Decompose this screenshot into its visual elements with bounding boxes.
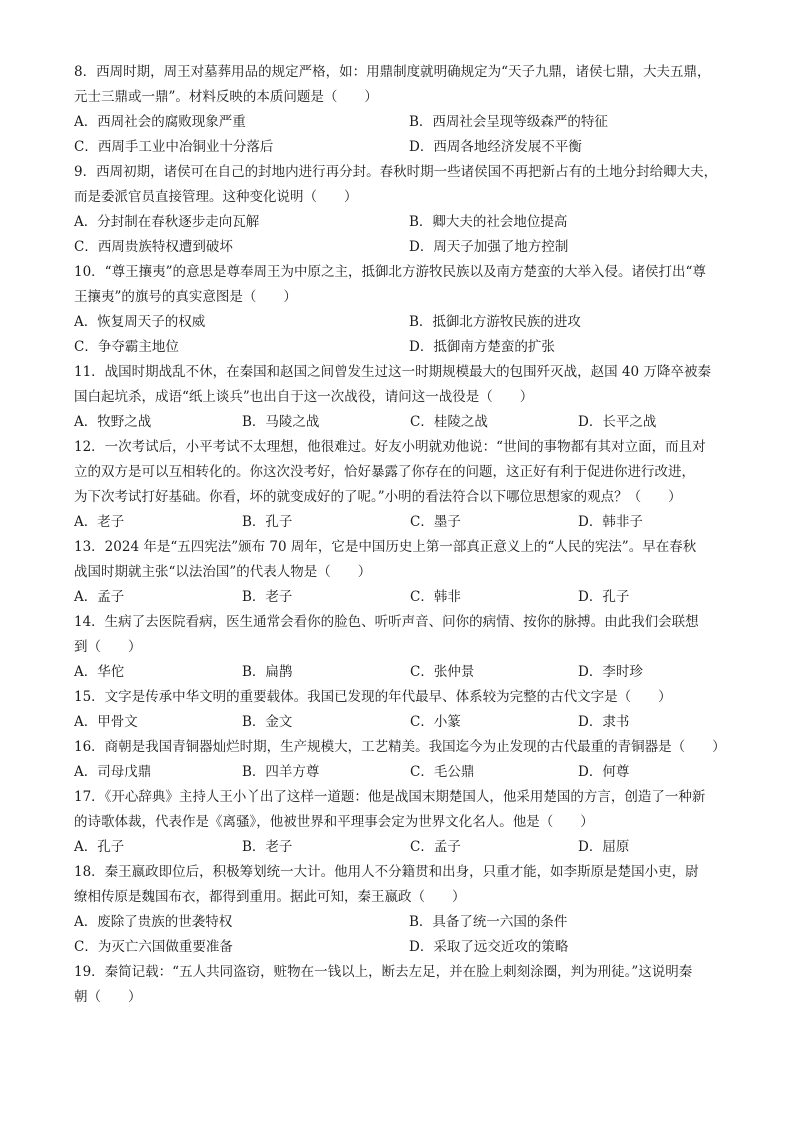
question-block <box>74 435 728 535</box>
question-block <box>74 360 728 435</box>
answer-option[interactable]: D．抵御南方楚蛮的扩张 <box>409 339 555 355</box>
question-block <box>74 535 728 610</box>
question-text-line: 立的双方是可以互相转化的。你这次没考好，恰好暴露了你存在的问题，这正好有利于促进你进行改进， <box>74 464 695 480</box>
question-block <box>74 860 728 960</box>
answer-option[interactable]: A．西周社会的腐败现象严重 <box>74 114 246 130</box>
question-block <box>74 260 728 360</box>
answer-option[interactable]: D．李时珍 <box>578 664 643 680</box>
answer-options <box>74 835 728 860</box>
answer-option[interactable]: B．老子 <box>242 839 293 855</box>
question-text-line: 11．战国时期战乱不休，在秦国和赵国之间曾发生过这一时期规模最大的包围歼灭战，赵国 40 万降卒被秦 <box>74 364 711 380</box>
answer-option[interactable]: B．具备了统一六国的条件 <box>409 914 568 930</box>
answer-options <box>74 210 728 260</box>
question-text-line: 而是委派官员直接管理。这种变化说明（ ） <box>74 189 358 205</box>
question-text-line: 15．文字是传承中华文明的重要载体。我国已发现的年代最早、体系较为完整的古代文字是（ ） <box>74 689 672 705</box>
question-text-line: 18．秦王嬴政即位后，积极筹划统一大计。他用人不分籍贯和出身，只重才能，如李斯原是楚国小吏，尉 <box>74 864 699 880</box>
answer-option[interactable]: A．孟子 <box>74 589 125 605</box>
question-text-line: 10．“尊王攘夷”的意思是尊奉周王为中原之主，抵御北方游牧民族以及南方楚蛮的大举入侵。诸侯打出“尊 <box>74 264 706 280</box>
question-block <box>74 960 728 1010</box>
answer-option[interactable]: B．卿大夫的社会地位提高 <box>409 214 568 230</box>
answer-options <box>74 660 728 685</box>
question-text-line: 到（ ） <box>74 639 142 655</box>
question-text-line: 19．秦简记载：“五人共同盗窃，赃物在一钱以上，断去左足，并在脸上刺刻涂圈，判为刑徒。”这说明秦 <box>74 964 693 980</box>
answer-option[interactable]: A．华佗 <box>74 664 125 680</box>
answer-option[interactable]: D．韩非子 <box>578 514 643 530</box>
answer-option[interactable]: D．孔子 <box>578 589 630 605</box>
answer-option[interactable]: A．废除了贵族的世袭特权 <box>74 914 233 930</box>
question-stem <box>74 360 728 410</box>
answer-option[interactable]: C．墨子 <box>410 514 461 530</box>
answer-option[interactable]: C．西周贵族特权遭到破坏 <box>74 239 233 255</box>
answer-option[interactable]: C．张仲景 <box>410 664 475 680</box>
answer-option[interactable]: B．四羊方尊 <box>242 764 320 780</box>
answer-option[interactable]: A．恢复周天子的权威 <box>74 314 206 330</box>
question-stem <box>74 160 728 210</box>
answer-option[interactable]: B．西周社会呈现等级森严的特征 <box>409 114 608 130</box>
question-stem <box>74 735 728 760</box>
question-block <box>74 685 728 735</box>
answer-options <box>74 710 728 735</box>
answer-options <box>74 110 728 160</box>
question-stem <box>74 435 728 510</box>
answer-option[interactable]: D．西周各地经济发展不平衡 <box>409 139 582 155</box>
answer-option[interactable]: C．为灭亡六国做重要准备 <box>74 939 233 955</box>
answer-option[interactable]: C．西周手工业中冶铜业十分落后 <box>74 139 274 155</box>
question-text-line: 16．商朝是我国青铜器灿烂时期，生产规模大，工艺精美。我国迄今为止发现的古代最重的青铜器是（ ） <box>74 739 726 755</box>
answer-option[interactable]: C．桂陵之战 <box>410 414 488 430</box>
question-text-line: 王攘夷”的旗号的真实意图是（ ） <box>74 289 297 305</box>
answer-option[interactable]: B．马陵之战 <box>242 414 320 430</box>
answer-option[interactable]: B．扁鹊 <box>242 664 293 680</box>
question-text-line: 17．《开心辞典》主持人王小丫出了这样一道题：他是战国末期楚国人，他采用楚国的方言，创造了一种新 <box>74 789 706 805</box>
answer-option[interactable]: A．分封制在春秋逐步走向瓦解 <box>74 214 260 230</box>
answer-option[interactable]: B．孔子 <box>242 514 293 530</box>
question-text-line: 的诗歌体裁，代表作是《离骚》，他被世界和平理事会定为世界文化名人。他是（ ） <box>74 814 594 830</box>
question-text-line: 元士三鼎或一鼎”。材料反映的本质问题是（ ） <box>74 89 378 105</box>
answer-option[interactable]: D．屈原 <box>578 839 630 855</box>
question-text-line: 为下次考试打好基础。你看，坏的就变成好的了呢。”小明的看法符合以下哪位思想家的观点？（ ） <box>74 489 682 505</box>
question-text-line: 13．2024 年是“五四宪法”颁布 70 周年，它是中国历史上第一部真正意义上的“人民的宪法”。早在春秋 <box>74 539 697 555</box>
answer-option[interactable]: B．老子 <box>242 589 293 605</box>
question-text-line: 12．一次考试后，小平考试不太理想，他很难过。好友小明就劝他说：“世间的事物都有其对立面，而且对 <box>74 439 706 455</box>
answer-option[interactable]: B．金文 <box>242 714 293 730</box>
answer-option[interactable]: A．孔子 <box>74 839 125 855</box>
question-block <box>74 735 728 785</box>
question-text-line: 国白起坑杀，成语“纸上谈兵”也出自于这一次战役，请问这一战役是（ ） <box>74 389 534 405</box>
answer-option[interactable]: D．何尊 <box>578 764 630 780</box>
question-block <box>74 60 728 160</box>
answer-option[interactable]: D．长平之战 <box>578 414 657 430</box>
question-stem <box>74 860 728 910</box>
question-text-line: 14．生病了去医院看病，医生通常会看你的脸色、听听声音、问你的病情、按你的脉搏。由此我们会联想 <box>74 614 699 630</box>
question-stem <box>74 260 728 310</box>
question-text-line: 朝（ ） <box>74 989 142 1005</box>
question-text-line: 9．西周初期，诸侯可在自己的封地内进行再分封。春秋时期一些诸侯国不再把新占有的土地分封给卿大夫， <box>74 164 718 180</box>
answer-options <box>74 760 728 785</box>
answer-option[interactable]: A．老子 <box>74 514 125 530</box>
answer-option[interactable]: C．争夺霸主地位 <box>74 339 179 355</box>
question-stem <box>74 610 728 660</box>
answer-option[interactable]: D．采取了远交近攻的策略 <box>409 939 569 955</box>
question-block <box>74 785 728 860</box>
answer-option[interactable]: A．牧野之战 <box>74 414 152 430</box>
answer-option[interactable]: C．韩非 <box>410 589 461 605</box>
answer-option[interactable]: D．周天子加强了地方控制 <box>409 239 569 255</box>
question-stem <box>74 60 728 110</box>
answer-options <box>74 510 728 535</box>
exam-page <box>74 60 728 1010</box>
answer-options <box>74 410 728 435</box>
question-stem <box>74 960 728 1010</box>
question-text-line: 8．西周时期，周王对墓葬用品的规定严格，如：用鼎制度就明确规定为“天子九鼎，诸侯七鼎，大夫五鼎， <box>74 64 711 80</box>
question-stem <box>74 785 728 835</box>
question-block <box>74 160 728 260</box>
question-text-line: 缭相传原是魏国布衣，都得到重用。据此可知，秦王嬴政（ ） <box>74 889 466 905</box>
answer-option[interactable]: A．甲骨文 <box>74 714 138 730</box>
answer-options <box>74 310 728 360</box>
answer-option[interactable]: B．抵御北方游牧民族的进攻 <box>409 314 581 330</box>
question-block <box>74 610 728 685</box>
answer-option[interactable]: A．司母戊鼎 <box>74 764 152 780</box>
question-stem <box>74 535 728 585</box>
question-text-line: 战国时期就主张“以法治国”的代表人物是（ ） <box>74 564 372 580</box>
answer-option[interactable]: C．孟子 <box>410 839 461 855</box>
answer-option[interactable]: C．小篆 <box>410 714 461 730</box>
answer-option[interactable]: C．毛公鼎 <box>410 764 475 780</box>
question-stem <box>74 685 728 710</box>
answer-options <box>74 910 728 960</box>
answer-option[interactable]: D．隶书 <box>578 714 630 730</box>
answer-options <box>74 585 728 610</box>
